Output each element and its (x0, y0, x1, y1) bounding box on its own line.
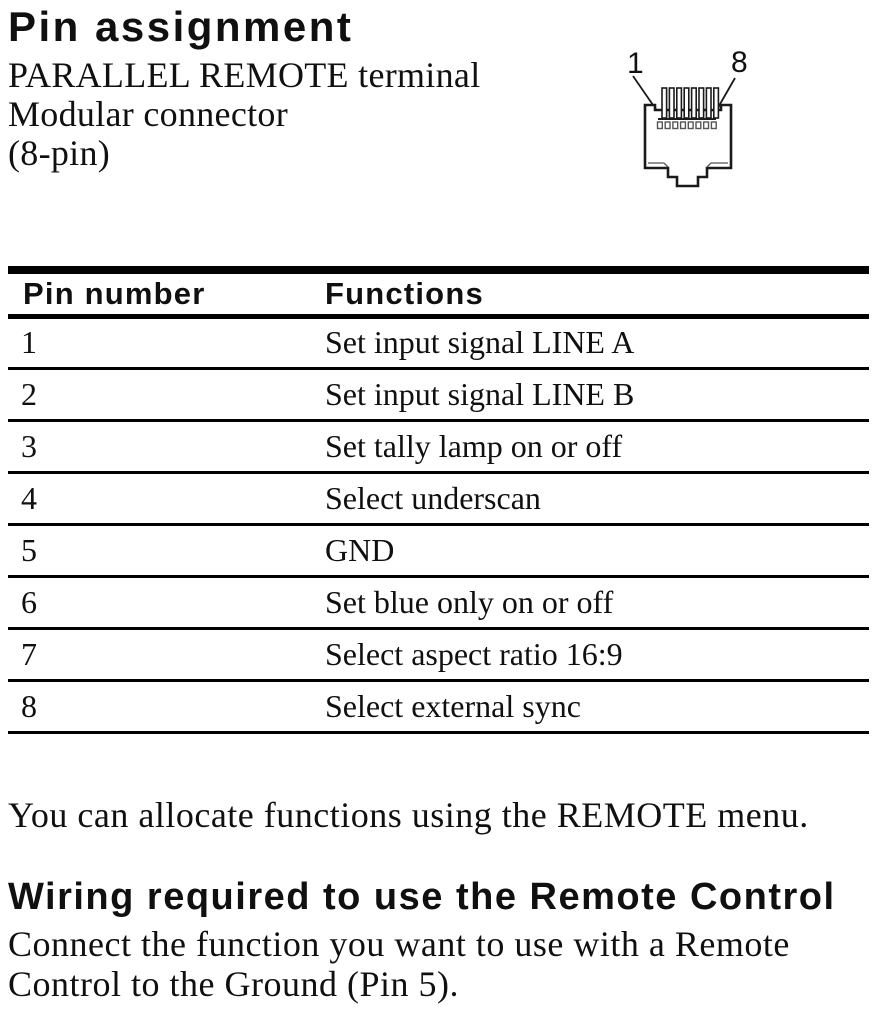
pin-1-label: 1 (627, 47, 644, 80)
function-cell: GND (325, 524, 869, 576)
wiring-body-text (8, 924, 790, 1004)
table-header-row (8, 270, 869, 316)
subtitle-line-pincount: (8-pin) (8, 133, 111, 173)
function-cell: Set tally lamp on or off (325, 420, 869, 472)
functions-header: Functions (325, 270, 869, 316)
function-cell: Select external sync (325, 680, 869, 732)
pin-8-label: 8 (731, 46, 748, 79)
wiring-heading: Wiring required to use the Remote Control (8, 876, 836, 918)
table-row (8, 316, 869, 368)
function-cell: Select aspect ratio 16:9 (325, 628, 869, 680)
table-row (8, 576, 869, 628)
pin-number-cell: 5 (8, 524, 325, 576)
pin-number-cell: 1 (8, 316, 325, 368)
page-title: Pin assignment (8, 3, 354, 50)
pin-number-cell: 4 (8, 472, 325, 524)
table-row (8, 420, 869, 472)
subtitle-line-terminal: PARALLEL REMOTE terminal (8, 55, 481, 95)
pin-number-cell: 3 (8, 420, 325, 472)
terminal-subtitle (8, 56, 481, 173)
wiring-body-line-2: Control to the Ground (Pin 5). (8, 964, 459, 1004)
table-row (8, 472, 869, 524)
pin-number-header: Pin number (8, 270, 325, 316)
function-cell: Set input signal LINE B (325, 368, 869, 420)
modular-connector-diagram (600, 40, 876, 240)
function-cell: Select underscan (325, 472, 869, 524)
table-row (8, 524, 869, 576)
function-cell: Set input signal LINE A (325, 316, 869, 368)
function-cell: Set blue only on or off (325, 576, 869, 628)
table-row (8, 628, 869, 680)
wiring-body-line-1: Connect the function you want to use with a Remote (8, 924, 790, 964)
pin-number-cell: 6 (8, 576, 325, 628)
pin-number-cell: 7 (8, 628, 325, 680)
pin-number-cell: 2 (8, 368, 325, 420)
subtitle-line-connector: Modular connector (8, 94, 289, 134)
pin-assignment-table (8, 266, 869, 734)
table-row (8, 680, 869, 732)
allocate-functions-note: You can allocate functions using the REMOTE menu. (8, 795, 809, 835)
table-row (8, 368, 869, 420)
pin-number-cell: 8 (8, 680, 325, 732)
